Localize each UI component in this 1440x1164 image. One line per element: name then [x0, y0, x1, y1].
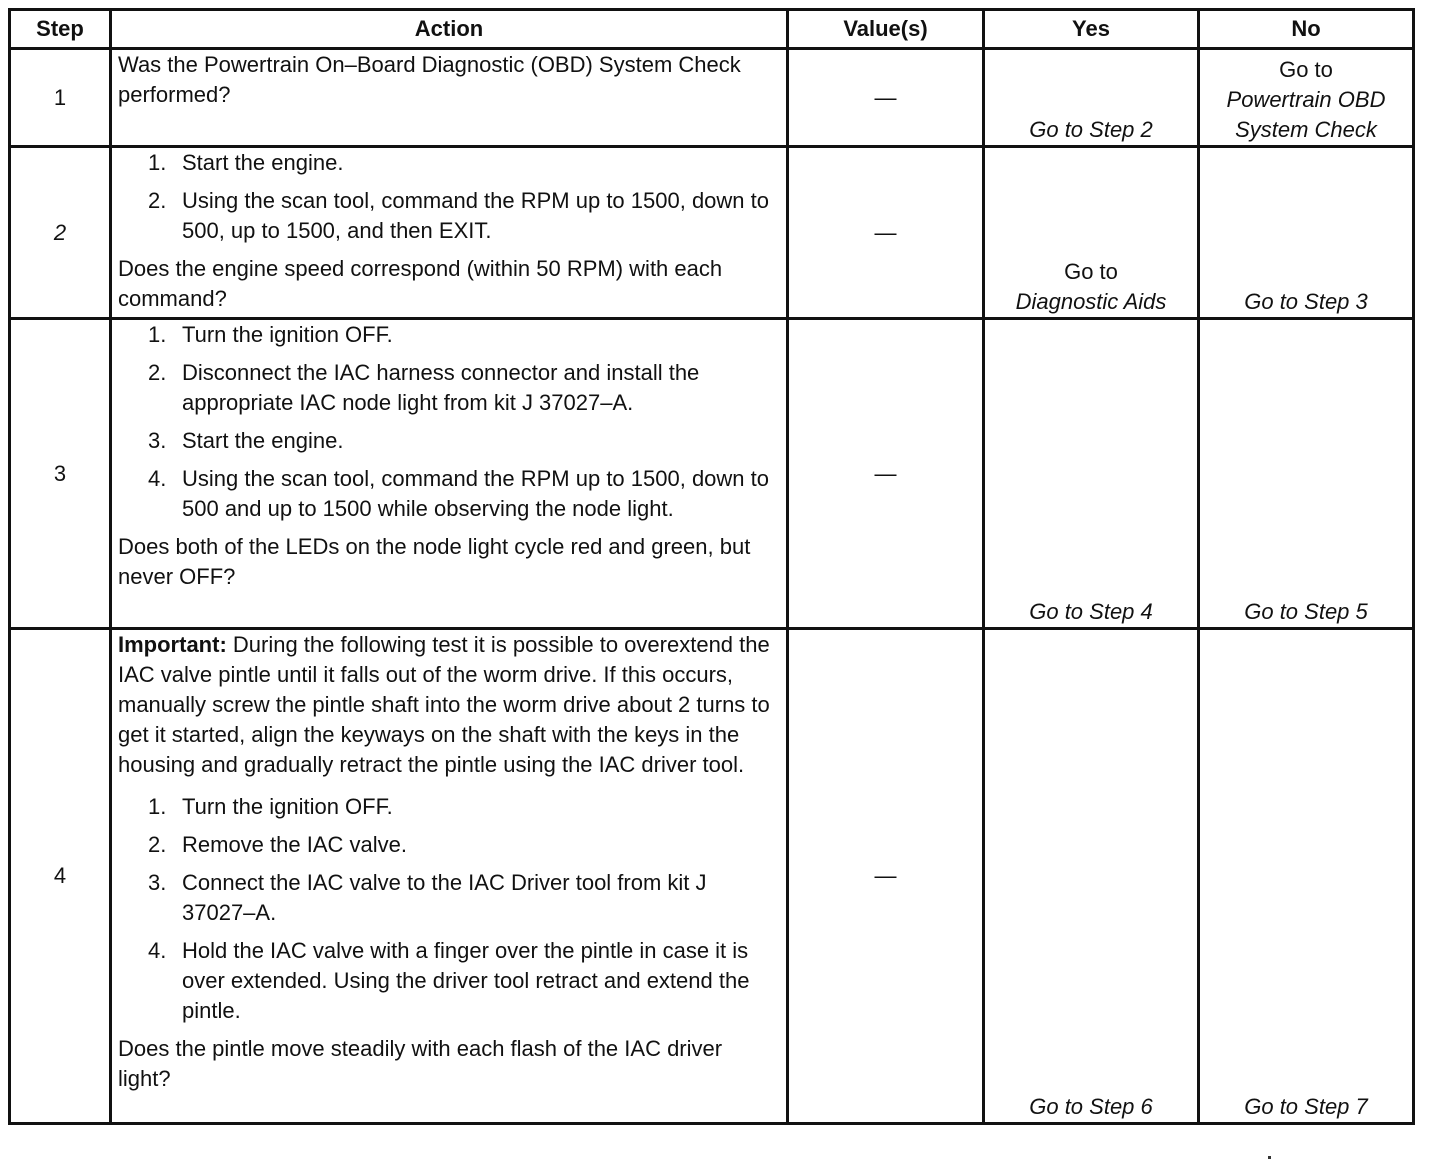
header-row	[10, 10, 1414, 49]
action-steps	[118, 320, 780, 524]
action-step	[118, 868, 780, 928]
step-text: Start the engine.	[182, 150, 344, 175]
action-step	[118, 792, 780, 822]
yes-target: Diagnostic Aids	[1015, 289, 1167, 314]
step-text: Start the engine.	[182, 428, 344, 453]
step-number: 2	[10, 147, 111, 319]
action-cell	[111, 319, 788, 629]
action-step	[118, 186, 780, 246]
action-step	[118, 148, 780, 178]
important-text: During the following test it is possible to overextend the IAC valve pintle until it falls out of the worm drive. If this occurs, manually screw the pintle shaft into the worm drive about 2 turns to get it started, align the keyways on the shaft with the keys in the housing and gradually retract the pintle using the IAC driver tool.	[118, 632, 770, 777]
table-row-step-4	[10, 629, 1414, 1124]
step-index: 4.	[148, 466, 167, 491]
action-step	[118, 426, 780, 456]
no-target: Go to Step 7	[1244, 1094, 1368, 1119]
action-step	[118, 830, 780, 860]
no-line-1: Go to	[1279, 57, 1333, 82]
step-text: Using the scan tool, command the RPM up to 1500, down to 500 and up to 1500 while observing the node light.	[182, 466, 769, 521]
question-text: Was the Powertrain On–Board Diagnostic (OBD) System Check performed?	[118, 52, 741, 107]
important-note	[118, 630, 780, 780]
question-text: Does the pintle move steadily with each flash of the IAC driver light?	[118, 1036, 723, 1091]
action-cell	[111, 49, 788, 147]
yes-cell	[984, 629, 1199, 1124]
value-cell: —	[788, 147, 984, 319]
scan-speck	[1268, 1156, 1271, 1159]
diagnostic-table	[8, 8, 1415, 1125]
step-index: 4.	[148, 938, 167, 963]
question-text: Does the engine speed correspond (within 50 RPM) with each command?	[118, 256, 723, 311]
yes-cell	[984, 147, 1199, 319]
no-target: Go to Step 5	[1244, 599, 1368, 624]
step-number: 1	[10, 49, 111, 147]
yes-target: Go to Step 4	[1029, 599, 1153, 624]
no-target: Go to Step 3	[1244, 289, 1368, 314]
step-index: 2.	[148, 188, 167, 213]
step-text: Turn the ignition OFF.	[182, 322, 393, 347]
step-text: Turn the ignition OFF.	[182, 794, 393, 819]
yes-target: Go to Step 2	[1029, 117, 1153, 142]
yes-cell	[984, 319, 1199, 629]
action-cell	[111, 147, 788, 319]
no-cell	[1199, 49, 1414, 147]
important-label: Important:	[118, 632, 227, 657]
step-index: 3.	[148, 870, 167, 895]
header-action: Action	[111, 10, 788, 49]
step-index: 2.	[148, 832, 167, 857]
action-step	[118, 358, 780, 418]
table-row-step-3	[10, 319, 1414, 629]
value-cell: —	[788, 319, 984, 629]
no-target: Powertrain OBD System Check	[1226, 87, 1386, 142]
header-no: No	[1199, 10, 1414, 49]
yes-line-1: Go to	[1064, 259, 1118, 284]
action-steps	[118, 148, 780, 246]
step-text: Disconnect the IAC harness connector and install the appropriate IAC node light from kit J 37027–A.	[182, 360, 700, 415]
table-row-step-2	[10, 147, 1414, 319]
header-yes: Yes	[984, 10, 1199, 49]
step-index: 1.	[148, 150, 167, 175]
step-text: Hold the IAC valve with a finger over the pintle in case it is over extended. Using the driver tool retract and extend the pintle.	[182, 938, 750, 1023]
step-index: 2.	[148, 360, 167, 385]
action-step	[118, 464, 780, 524]
step-text: Using the scan tool, command the RPM up to 1500, down to 500, up to 1500, and then EXIT.	[182, 188, 769, 243]
question-text: Does both of the LEDs on the node light cycle red and green, but never OFF?	[118, 534, 751, 589]
action-step	[118, 936, 780, 1026]
no-cell	[1199, 319, 1414, 629]
step-number: 4	[10, 629, 111, 1124]
action-step	[118, 320, 780, 350]
step-index: 1.	[148, 322, 167, 347]
step-number: 3	[10, 319, 111, 629]
header-values: Value(s)	[788, 10, 984, 49]
table-row-step-1	[10, 49, 1414, 147]
value-cell: —	[788, 629, 984, 1124]
step-text: Remove the IAC valve.	[182, 832, 407, 857]
action-cell	[111, 629, 788, 1124]
yes-target: Go to Step 6	[1029, 1094, 1153, 1119]
step-index: 1.	[148, 794, 167, 819]
yes-cell	[984, 49, 1199, 147]
no-cell	[1199, 629, 1414, 1124]
header-step: Step	[10, 10, 111, 49]
step-text: Connect the IAC valve to the IAC Driver tool from kit J 37027–A.	[182, 870, 707, 925]
no-cell	[1199, 147, 1414, 319]
value-cell: —	[788, 49, 984, 147]
action-steps	[118, 792, 780, 1026]
step-index: 3.	[148, 428, 167, 453]
